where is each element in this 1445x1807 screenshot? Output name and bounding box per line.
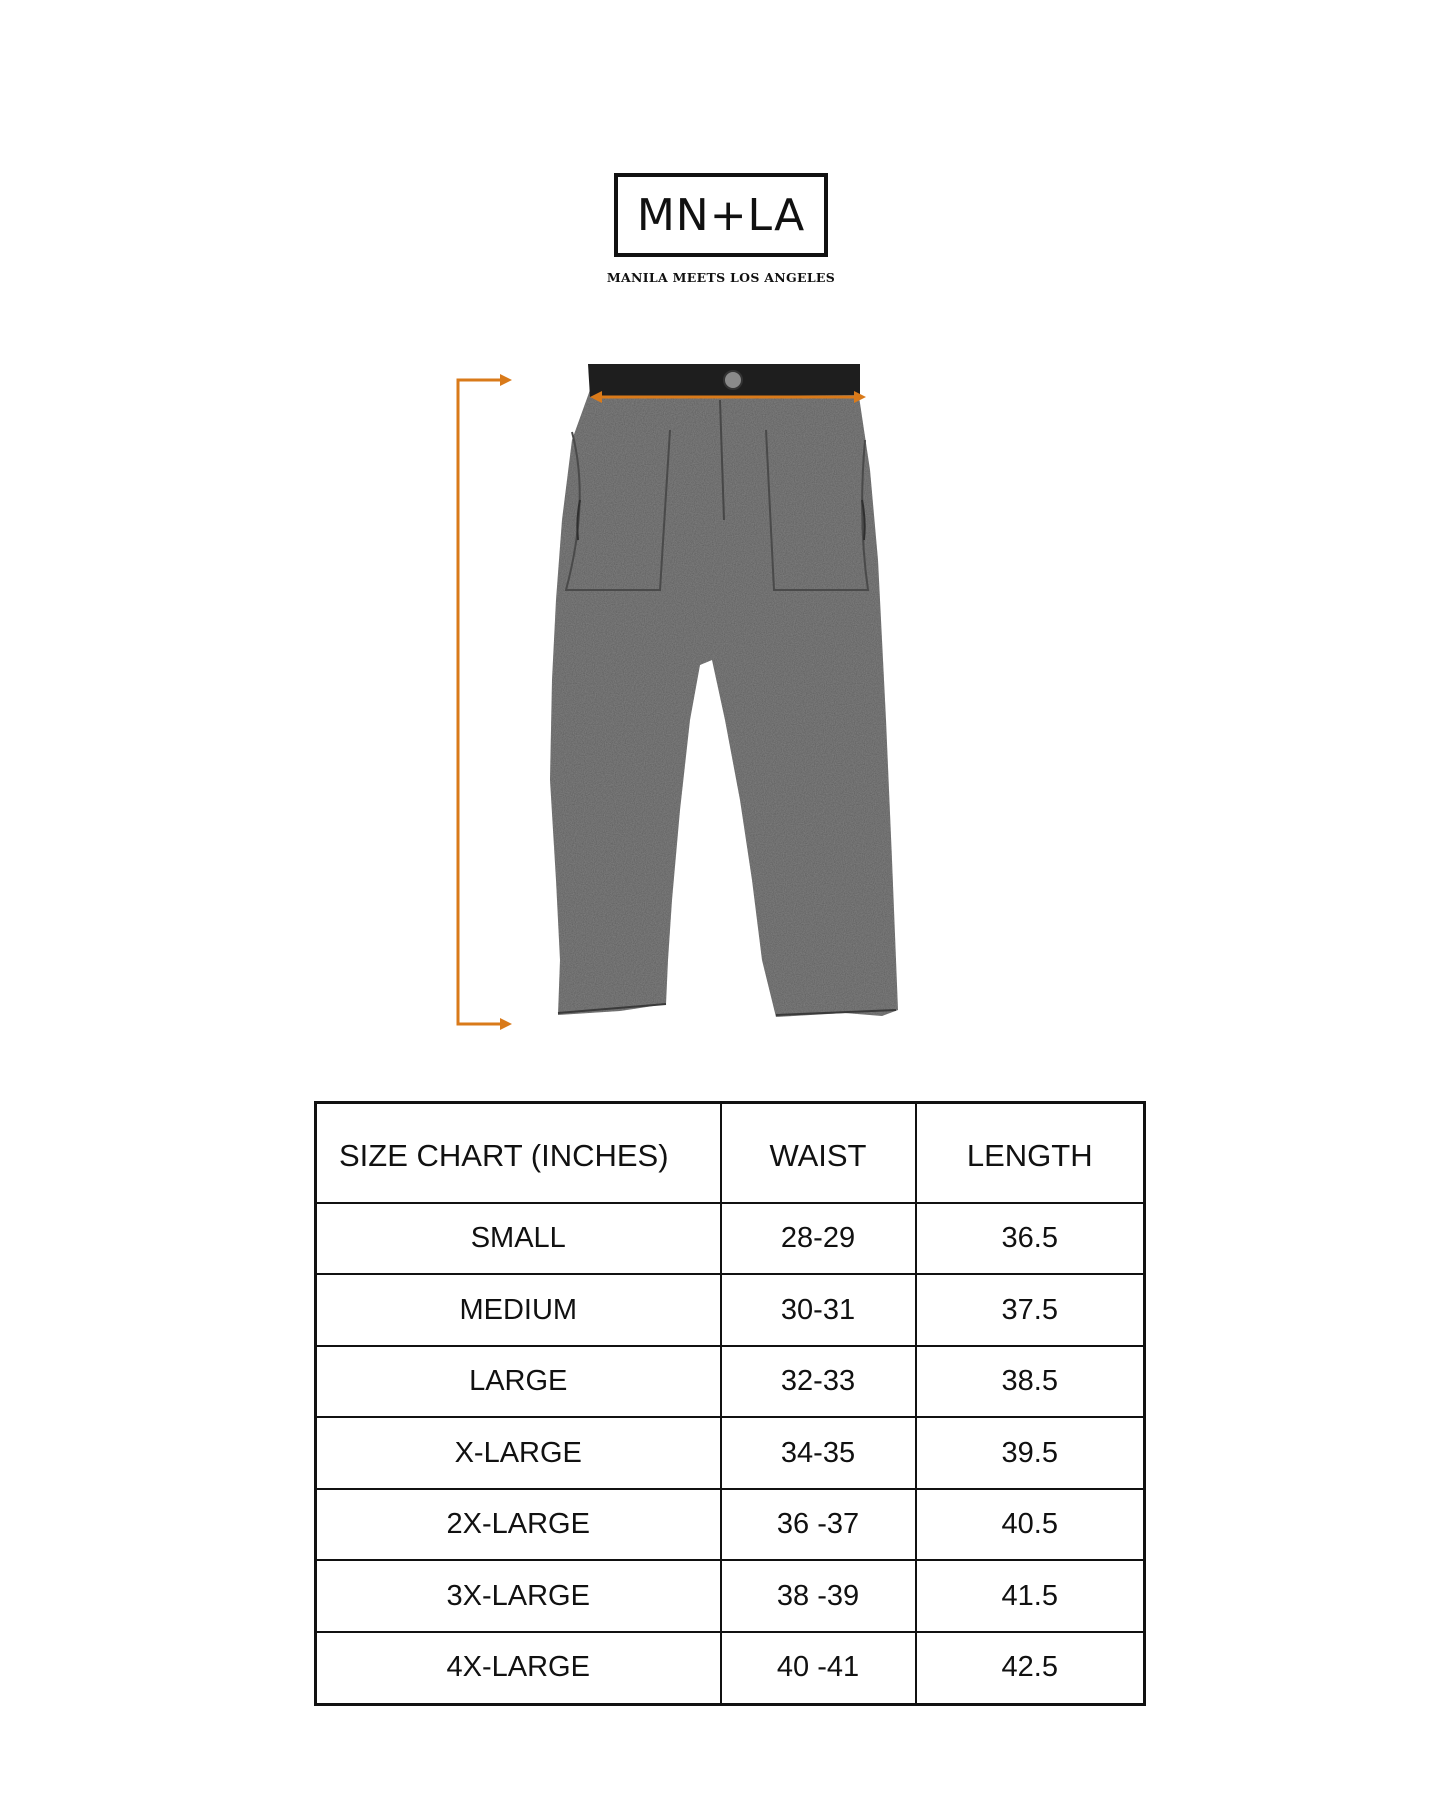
brand-logo: [614, 173, 828, 257]
waist-cell: 36 -37: [721, 1489, 916, 1560]
size-cell: SMALL: [316, 1203, 721, 1274]
brand-tagline: MANILA MEETS LOS ANGELES: [606, 270, 836, 285]
size-cell: 3X-LARGE: [316, 1560, 721, 1631]
table-row: [316, 1274, 1145, 1345]
length-cell: 42.5: [916, 1632, 1145, 1705]
trousers-image: [440, 355, 920, 1035]
table-row: [316, 1203, 1145, 1274]
table-row: [316, 1417, 1145, 1488]
waist-cell: 28-29: [721, 1203, 916, 1274]
waist-cell: 38 -39: [721, 1560, 916, 1631]
length-cell: 38.5: [916, 1346, 1145, 1417]
size-chart-header-row: [316, 1103, 1145, 1204]
size-chart-table: [314, 1101, 1146, 1706]
waist-cell: 32-33: [721, 1346, 916, 1417]
header-size-chart: SIZE CHART (INCHES): [316, 1103, 721, 1204]
table-row: [316, 1489, 1145, 1560]
table-row: [316, 1632, 1145, 1705]
waist-cell: 40 -41: [721, 1632, 916, 1705]
size-cell: 4X-LARGE: [316, 1632, 721, 1705]
size-cell: MEDIUM: [316, 1274, 721, 1345]
length-cell: 39.5: [916, 1417, 1145, 1488]
length-cell: 37.5: [916, 1274, 1145, 1345]
size-cell: 2X-LARGE: [316, 1489, 721, 1560]
table-row: [316, 1346, 1145, 1417]
brand-logo-text: MN+LA: [636, 189, 806, 241]
size-cell: X-LARGE: [316, 1417, 721, 1488]
header-waist: WAIST: [721, 1103, 916, 1204]
size-cell: LARGE: [316, 1346, 721, 1417]
length-cell: 40.5: [916, 1489, 1145, 1560]
table-row: [316, 1560, 1145, 1631]
waist-cell: 30-31: [721, 1274, 916, 1345]
waist-cell: 34-35: [721, 1417, 916, 1488]
length-cell: 36.5: [916, 1203, 1145, 1274]
length-cell: 41.5: [916, 1560, 1145, 1631]
header-length: LENGTH: [916, 1103, 1145, 1204]
